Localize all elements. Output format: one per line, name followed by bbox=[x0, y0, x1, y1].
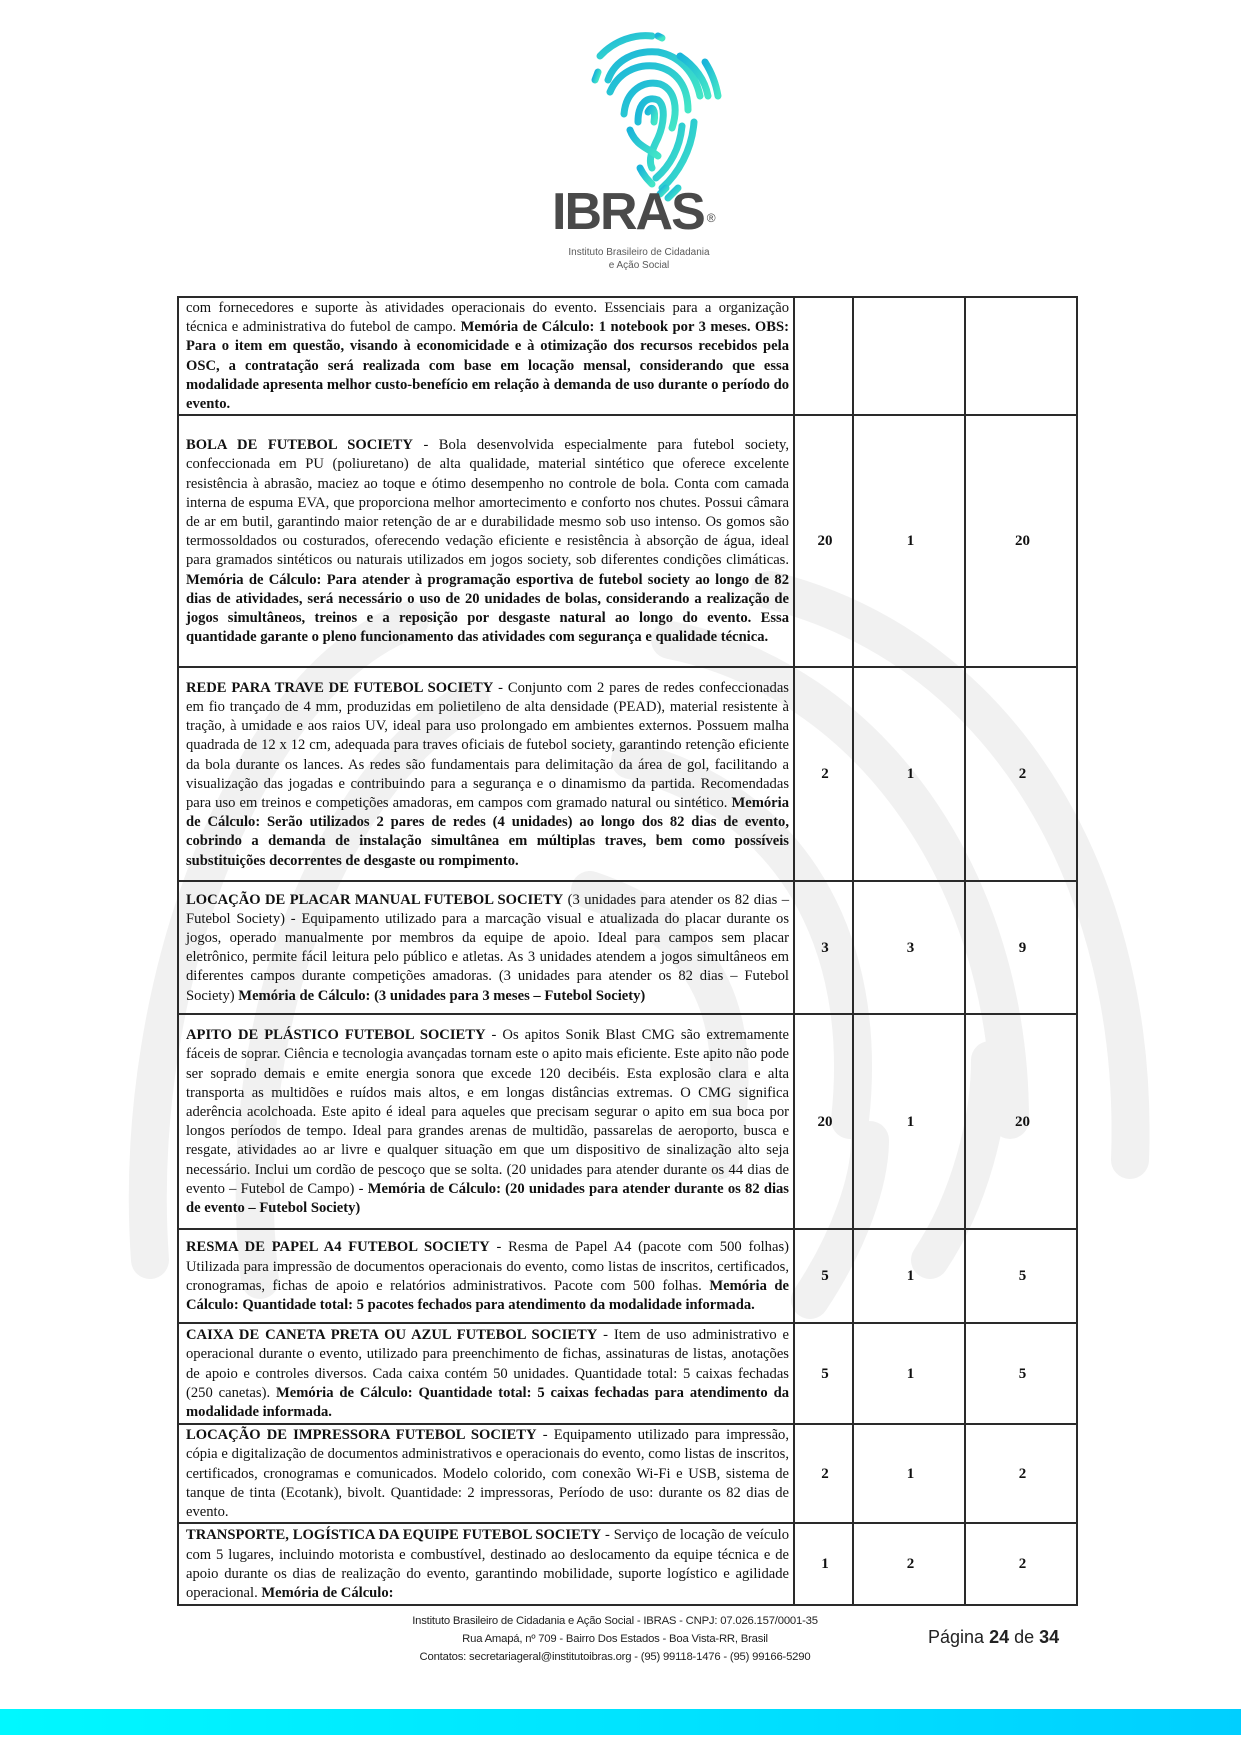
item-total: 2 bbox=[965, 1523, 1077, 1605]
footer-contacts-line: Contatos: secretariageral@institutoibras.org - (95) 99118-1476 - (95) 99166-5290 bbox=[419, 1651, 811, 1663]
footer-contact-info bbox=[380, 1612, 850, 1666]
item-total: 5 bbox=[965, 1229, 1077, 1323]
table-row bbox=[178, 1523, 1077, 1605]
item-description: REDE PARA TRAVE DE FUTEBOL SOCIETY - Conjunto com 2 pares de redes confeccionadas em fio trançado de 4 mm, produzidas em polietileno de alta densidade (PEAD), material resistente à tração, à umidade e aos raios UV, ideal para uso prolongado em ambientes externos. Possuem malha quadrada de 12 x 12 cm, adequada para traves oficiais de futebol society, garantindo retenção eficiente da bola durante os lances. As redes são fundamentais para delimitação da área de gol, facilitando a visualização das jogadas e contribuindo para a segurança e o dinamismo da partida. Recomendadas para uso em treinos e competições amadoras, em campos com gramado natural ou sintético. Memória de Cálculo: Serão utilizados 2 pares de redes (4 unidades) ao longo dos 82 dias de evento, cobrindo a demanda de instalação simultânea em múltiplas traves, bem como possíveis substituições decorrentes de desgaste ou rompimento. bbox=[178, 667, 794, 881]
item-months bbox=[853, 297, 965, 415]
item-months: 1 bbox=[853, 1424, 965, 1523]
item-total bbox=[965, 297, 1077, 415]
budget-items-table bbox=[177, 296, 1078, 1606]
item-months: 1 bbox=[853, 415, 965, 667]
item-months: 1 bbox=[853, 1014, 965, 1229]
table-row bbox=[178, 1014, 1077, 1229]
item-quantity: 5 bbox=[794, 1323, 853, 1424]
footer-org-line: Instituto Brasileiro de Cidadania e Ação Social - IBRAS - CNPJ: 07.026.157/0001-35 bbox=[412, 1615, 818, 1627]
item-description: BOLA DE FUTEBOL SOCIETY - Bola desenvolvida especialmente para futebol society, confeccionada em PU (poliuretano) de alta qualidade, material sintético que oferece excelente resistência à abrasão, maciez ao toque e ótimo desempenho no controle de bola. Conta com camada interna de espuma EVA, que proporciona melhor amortecimento e conforto nos chutes. Possui câmara de ar em butil, garantindo maior retenção de ar e durabilidade mesmo sob uso intenso. Os gomos são termossoldados ou costurados, oferecendo vedação eficiente e resistência à absorção de água, ideal para gramados sintéticos ou naturais utilizados em jogos society, sob diferentes condições climáticas. Memória de Cálculo: Para atender à programação esportiva de futebol society ao longo de 82 dias de atividades, será necessário o uso de 20 unidades de bolas, considerando a realização de jogos simultâneos, treinos e a reposição por desgaste natural ao longo do evento. Essa quantidade garante o pleno funcionamento das atividades com segurança e qualidade técnica. bbox=[178, 415, 794, 667]
item-description: RESMA DE PAPEL A4 FUTEBOL SOCIETY - Resma de Papel A4 (pacote com 500 folhas) Utilizada para impressão de documentos operacionais do evento, como listas de inscritos, certificados, cronogramas, fichas de apoio e relatórios administrativos. Pacote com 500 folhas. Memória de Cálculo: Quantidade total: 5 pacotes fechados para atendimento da modalidade informada. bbox=[178, 1229, 794, 1323]
footer-accent-bar bbox=[0, 1709, 1241, 1735]
ibras-logo bbox=[540, 18, 740, 280]
table-row bbox=[178, 1323, 1077, 1424]
item-total: 20 bbox=[965, 415, 1077, 667]
item-months: 1 bbox=[853, 667, 965, 881]
item-months: 2 bbox=[853, 1523, 965, 1605]
item-quantity: 20 bbox=[794, 1014, 853, 1229]
item-quantity: 20 bbox=[794, 415, 853, 667]
item-description: LOCAÇÃO DE IMPRESSORA FUTEBOL SOCIETY - Equipamento utilizado para impressão, cópia e digitalização de documentos administrativos e operacionais do evento, como listas de inscritos, certificados, cronogramas e comunicados. Modelo colorido, com conexão Wi-Fi e USB, sistema de tanque de tinta (Ecotank), bivolt. Quantidade: 2 impressoras, Período de uso: durante os 82 dias de evento. bbox=[178, 1424, 794, 1523]
table-row bbox=[178, 667, 1077, 881]
registered-mark: ® bbox=[706, 211, 716, 225]
table-row bbox=[178, 1229, 1077, 1323]
item-quantity: 1 bbox=[794, 1523, 853, 1605]
item-description: com fornecedores e suporte às atividades operacionais do evento. Essenciais para a organização técnica e administrativa do futebol de campo. Memória de Cálculo: 1 notebook por 3 meses. OBS: Para o item em questão, visando à economicidade e à otimização dos recursos recebidos pela OSC, a contratação será realizada com base em locação mensal, considerando que essa modalidade apresenta melhor custo-benefício em relação à demanda de uso durante o período do evento. bbox=[178, 297, 794, 415]
item-months: 3 bbox=[853, 881, 965, 1014]
item-months: 1 bbox=[853, 1229, 965, 1323]
item-description: TRANSPORTE, LOGÍSTICA DA EQUIPE FUTEBOL SOCIETY - Serviço de locação de veículo com 5 lugares, incluindo motorista e combustível, destinado ao deslocamento da equipe técnica e de apoio durante os dias de realização do evento, garantindo mobilidade, suporte logístico e agilidade operacional. Memória de Cálculo: bbox=[178, 1523, 794, 1605]
item-months: 1 bbox=[853, 1323, 965, 1424]
table-row bbox=[178, 881, 1077, 1014]
item-quantity: 2 bbox=[794, 667, 853, 881]
item-quantity: 5 bbox=[794, 1229, 853, 1323]
item-description: LOCAÇÃO DE PLACAR MANUAL FUTEBOL SOCIETY (3 unidades para atender os 82 dias – Futebol Society) - Equipamento utilizado para a marcação visual e atualizada do placar durante os jogos, operado manualmente por membros da equipe de apoio. Ideal para campos sem placar eletrônico, permite fácil leitura pelo público e atletas. As 3 unidades atendem a jogos simultâneos em diferentes campos durante competições amadoras. (3 unidades para atender os 82 dias – Futebol Society) Memória de Cálculo: (3 unidades para 3 meses – Futebol Society) bbox=[178, 881, 794, 1014]
item-description: CAIXA DE CANETA PRETA OU AZUL FUTEBOL SOCIETY - Item de uso administrativo e operacional durante o evento, utilizado para preenchimento de fichas, assinaturas de listas, anotações de apoio e controles diversos. Cada caixa contém 50 unidades. Quantidade total: 5 caixas fechadas (250 canetas). Memória de Cálculo: Quantidade total: 5 caixas fechadas para atendimento da modalidade informada. bbox=[178, 1323, 794, 1424]
item-total: 2 bbox=[965, 1424, 1077, 1523]
item-quantity: 3 bbox=[794, 881, 853, 1014]
item-quantity: 2 bbox=[794, 1424, 853, 1523]
item-quantity bbox=[794, 297, 853, 415]
table-row bbox=[178, 297, 1077, 415]
table-row bbox=[178, 415, 1077, 667]
logo-wordmark: IBRAS ® bbox=[552, 183, 716, 241]
item-description: APITO DE PLÁSTICO FUTEBOL SOCIETY - Os apitos Sonik Blast CMG são extremamente fáceis de soprar. Ciência e tecnologia avançadas tornam este o apito mais eficiente. Este apito não pode ser soprado demais e emite energia sonora que excede 120 decibéis. Esta explosão clara e alta transporta as multidões e ruídos mais altos, e em longas distâncias extremas. O CMG significa aderência acolchoada. Este apito é ideal para aqueles que precisam segurar o apito em sua boca por longos períodos de tempo. Ideal para grandes arenas de multidão, passarelas de aeroporto, busca e resgate, atividades ao ar livre e qualquer situação em que um dispositivo de sinalização alto seja necessário. Inclui um cordão de pescoço que se solta. (20 unidades para atender durante os 44 dias de evento – Futebol de Campo) - Memória de Cálculo: (20 unidades para atender durante os 82 dias de evento – Futebol Society) bbox=[178, 1014, 794, 1229]
footer-address-line: Rua Amapá, nº 709 - Bairro Dos Estados - Boa Vista-RR, Brasil bbox=[462, 1633, 768, 1645]
item-total: 20 bbox=[965, 1014, 1077, 1229]
page-number: Página 24 de 34 bbox=[928, 1627, 1060, 1647]
item-total: 5 bbox=[965, 1323, 1077, 1424]
item-total: 2 bbox=[965, 667, 1077, 881]
logo-subtitle: Instituto Brasileiro de Cidadania e Ação Social bbox=[568, 247, 710, 271]
table-row bbox=[178, 1424, 1077, 1523]
item-total: 9 bbox=[965, 881, 1077, 1014]
